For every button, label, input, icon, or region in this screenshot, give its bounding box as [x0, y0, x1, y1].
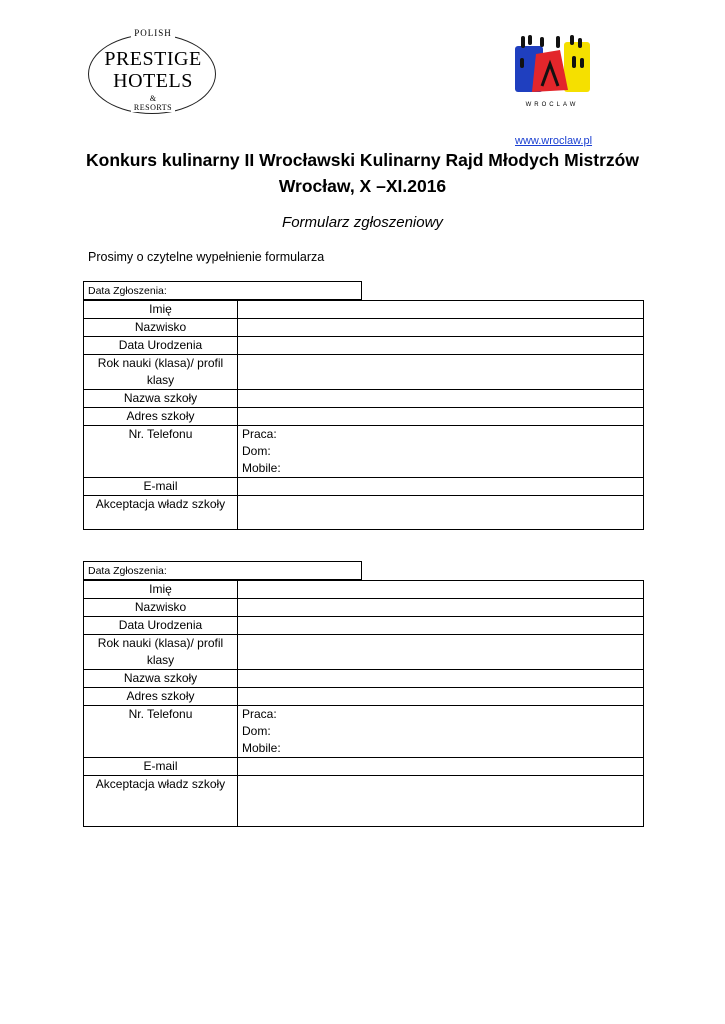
field-label: Imię: [84, 301, 238, 319]
field-label: Imię: [84, 581, 238, 599]
school-address-input[interactable]: [238, 408, 644, 426]
field-label: E-mail: [84, 478, 238, 496]
field-label: Rok nauki (klasa)/ profil klasy: [84, 355, 238, 390]
table-row: [84, 599, 644, 617]
field-label: Nr. Telefonu: [84, 706, 238, 758]
prestige-hotels-logo: [88, 28, 218, 118]
table-row: [84, 706, 644, 758]
date-field[interactable]: Data Zgłoszenia:: [83, 561, 362, 580]
wroclaw-logo: [512, 34, 592, 114]
class-input[interactable]: [238, 635, 644, 670]
school-address-input[interactable]: [238, 688, 644, 706]
field-label: Akceptacja władz szkoły: [84, 496, 238, 530]
table-row: [84, 478, 644, 496]
table-row: [84, 426, 644, 478]
page-title-line1: Konkurs kulinarny II Wrocławski Kulinarny Rajd Młodych Mistrzów: [86, 150, 639, 170]
table-row: [84, 390, 644, 408]
birthdate-input[interactable]: [238, 337, 644, 355]
table-row: [84, 670, 644, 688]
field-label: Nazwa szkoły: [84, 670, 238, 688]
phone-work-label: Praca:: [242, 707, 277, 721]
table-row: [84, 635, 644, 670]
application-table: [83, 580, 644, 827]
field-label: Rok nauki (klasa)/ profil klasy: [84, 635, 238, 670]
logo-line1: PRESTIGE: [104, 48, 202, 70]
phone-mobile-label: Mobile:: [242, 741, 281, 755]
phone-home-label: Dom:: [242, 444, 271, 458]
table-row: [84, 355, 644, 390]
school-name-input[interactable]: [238, 670, 644, 688]
surname-input[interactable]: [238, 319, 644, 337]
field-label: Akceptacja władz szkoły: [84, 776, 238, 827]
form-subtitle: Formularz zgłoszeniowy: [282, 214, 443, 231]
school-approval-input[interactable]: [238, 776, 644, 827]
surname-input[interactable]: [238, 599, 644, 617]
field-label: Nazwa szkoły: [84, 390, 238, 408]
field-label: Nazwisko: [84, 319, 238, 337]
table-row: [84, 617, 644, 635]
phone-input[interactable]: [238, 706, 644, 758]
page-title-line2: Wrocław, X –XI.2016: [278, 176, 447, 196]
field-label: Adres szkoły: [84, 688, 238, 706]
table-row: [84, 688, 644, 706]
name-input[interactable]: [238, 581, 644, 599]
field-label: Data Urodzenia: [84, 337, 238, 355]
school-name-input[interactable]: [238, 390, 644, 408]
wroclaw-logo-mark: [512, 34, 592, 100]
table-row: [84, 581, 644, 599]
table-row: [84, 496, 644, 530]
phone-home-label: Dom:: [242, 724, 271, 738]
table-row: [84, 408, 644, 426]
table-row: [84, 776, 644, 827]
field-label: Data Urodzenia: [84, 617, 238, 635]
field-label: Adres szkoły: [84, 408, 238, 426]
table-row: [84, 337, 644, 355]
field-label: Nazwisko: [84, 599, 238, 617]
field-label: Nr. Telefonu: [84, 426, 238, 478]
table-row: [84, 758, 644, 776]
name-input[interactable]: [238, 301, 644, 319]
phone-input[interactable]: [238, 426, 644, 478]
application-table: [83, 300, 644, 530]
class-input[interactable]: [238, 355, 644, 390]
form-instructions: Prosimy o czytelne wypełnienie formularza: [88, 250, 325, 264]
wroclaw-website-link[interactable]: www.wroclaw.pl: [515, 135, 593, 147]
birthdate-input[interactable]: [238, 617, 644, 635]
school-approval-input[interactable]: [238, 496, 644, 530]
phone-mobile-label: Mobile:: [242, 461, 281, 475]
logo-bottom-text: RESORTS: [131, 103, 175, 112]
table-row: [84, 301, 644, 319]
phone-work-label: Praca:: [242, 427, 277, 441]
email-input[interactable]: [238, 758, 644, 776]
field-label: E-mail: [84, 758, 238, 776]
date-field[interactable]: Data Zgłoszenia:: [83, 281, 362, 300]
logo-amp: &: [149, 94, 157, 103]
table-row: [84, 319, 644, 337]
logo-line2: HOTELS: [113, 70, 193, 92]
logo-top-text: POLISH: [131, 28, 175, 38]
email-input[interactable]: [238, 478, 644, 496]
wroclaw-logo-text: WROCLAW: [525, 102, 579, 108]
